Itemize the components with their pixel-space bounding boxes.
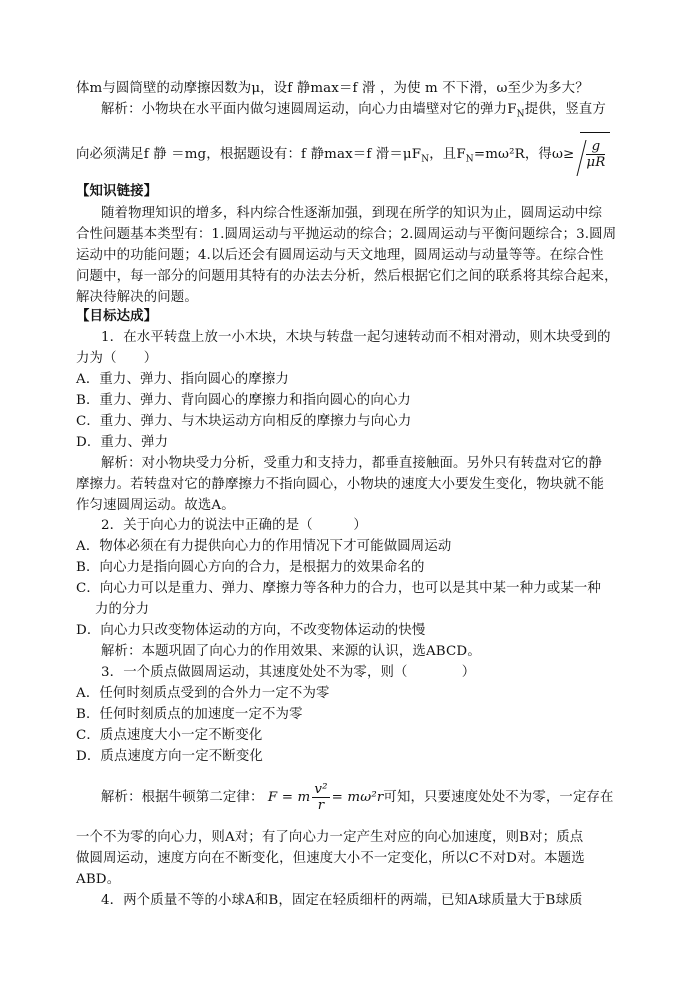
subscript: N (465, 154, 474, 165)
option-b: B．向心力是指向圆心方向的合力，是根据力的效果命名的 (76, 560, 425, 575)
answer-text: ABD。 (76, 872, 121, 887)
fraction-denominator: r (317, 798, 325, 813)
option-a: A．任何时刻质点受到的合外力一定不为零 (76, 686, 330, 701)
option-a: A．重力、弹力、指向圆心的摩擦力 (76, 372, 289, 387)
text-line: 运动中的功能问题；4.以后还会有圆周运动与天文地理，圆周运动与动量等等。在综合性 (76, 248, 604, 263)
section-heading: 【目标达成】 (76, 308, 158, 324)
question-text: 1．在水平转盘上放一小木块，木块与转盘一起匀速转动而不相对滑动，则木块受到的 (101, 330, 611, 345)
formula-part: = mω²r (331, 790, 384, 805)
sqrt-numerator: g (586, 139, 605, 155)
subscript: N (421, 154, 430, 165)
option-c: C．向心力可以是重力、弹力、摩擦力等各种力的合力，也可以是其中某一种力或某一种 (76, 581, 601, 596)
text-line (76, 132, 632, 182)
text-span: 可知，只要速度处处不为零，一定存在 (383, 790, 614, 805)
answer-text (101, 778, 657, 818)
answer-text: 摩擦力。若转盘对它的静摩擦力不指向圆心，小物块的速度大小要发生变化，物块就不能 (76, 477, 605, 492)
text-span: 解析：根据牛顿第二定律： (101, 790, 264, 805)
option-d: D．向心力只改变物体运动的方向，不改变物体运动的快慢 (76, 623, 426, 638)
section-heading: 【知识链接】 (76, 183, 158, 199)
answer-text: 解析：本题巩固了向心力的作用效果、来源的认识，选ABCD。 (101, 644, 481, 659)
sqrt-expression (580, 132, 610, 177)
answer-text: 作匀速圆周运动。故选A。 (76, 498, 235, 513)
formula-part: F = m (267, 790, 311, 805)
option-c: C．质点速度大小一定不断变化 (76, 728, 263, 743)
option-c: C．重力、弹力、与木块运动方向相反的摩擦力与向心力 (76, 414, 412, 429)
option-b: B．任何时刻质点的加速度一定不为零 (76, 707, 303, 722)
text-span: =mω²R，得ω≥ (473, 147, 575, 162)
question-text: 力为（ ） (76, 351, 158, 366)
question-text: 2．关于向心力的说法中正确的是（ ） (101, 518, 367, 533)
text-line: 问题中，每一部分的问题用其特有的办法去分析，然后根据它们之间的联系将其综合起来， (76, 269, 618, 284)
text-span: 提供，竖直方 (524, 102, 606, 117)
text-line: 解决待解决的问题。 (76, 290, 198, 305)
text-line (101, 99, 657, 126)
text-span: 解析：小物块在水平面内做匀速圆周运动，向心力由墙壁对它的弹力F (101, 102, 517, 117)
sqrt-denominator: μR (586, 155, 606, 170)
option-d: D．重力、弹力 (76, 435, 169, 450)
text-line: 体m与圆筒壁的动摩擦因数为μ，设f 静max＝f 滑 ，为使 m 不下滑，ω至少为多大？ (76, 81, 589, 96)
option-b: B．重力、弹力、背向圆心的摩擦力和指向圆心的向心力 (76, 393, 411, 408)
text-span: ，且F (429, 147, 466, 162)
option-c-continued: 力的分力 (95, 602, 150, 617)
fraction-numerator: v² (314, 782, 328, 797)
question-text: 4．两个质量不等的小球A和B，固定在轻质细杆的两端，已知A球质量大于B球质 (101, 893, 583, 908)
question-text: 3．一个质点做圆周运动，其速度处处不为零，则（ ） (101, 665, 476, 680)
text-line: 合性问题基本类型有：1.圆周运动与平抛运动的综合；2.圆周运动与平衡问题综合；3.圆周 (76, 227, 617, 242)
subscript: N (516, 109, 525, 120)
option-d: D．质点速度方向一定不断变化 (76, 749, 263, 764)
answer-text: 做圆周运动，速度方向在不断变化，但速度大小不一定变化，所以C不对D对。本题选 (76, 851, 585, 866)
newton-formula (267, 782, 384, 813)
text-span: 向必须满足f 静 ＝mg，根据题设有：f 静max＝f 滑＝μF (76, 147, 422, 162)
answer-text: 解析：对小物块受力分析，受重力和支持力，都垂直接触面。另外只有转盘对它的静 (101, 456, 603, 471)
option-a: A．物体必须在有力提供向心力的作用情况下才可能做圆周运动 (76, 539, 452, 554)
text-line: 随着物理知识的增多，科内综合性逐渐加强，到现在所学的知识为止，圆周运动中综 (101, 206, 603, 221)
answer-text: 一个不为零的向心力，则A对；有了向心力一定产生对应的向心加速度，则B对；质点 (76, 830, 584, 845)
